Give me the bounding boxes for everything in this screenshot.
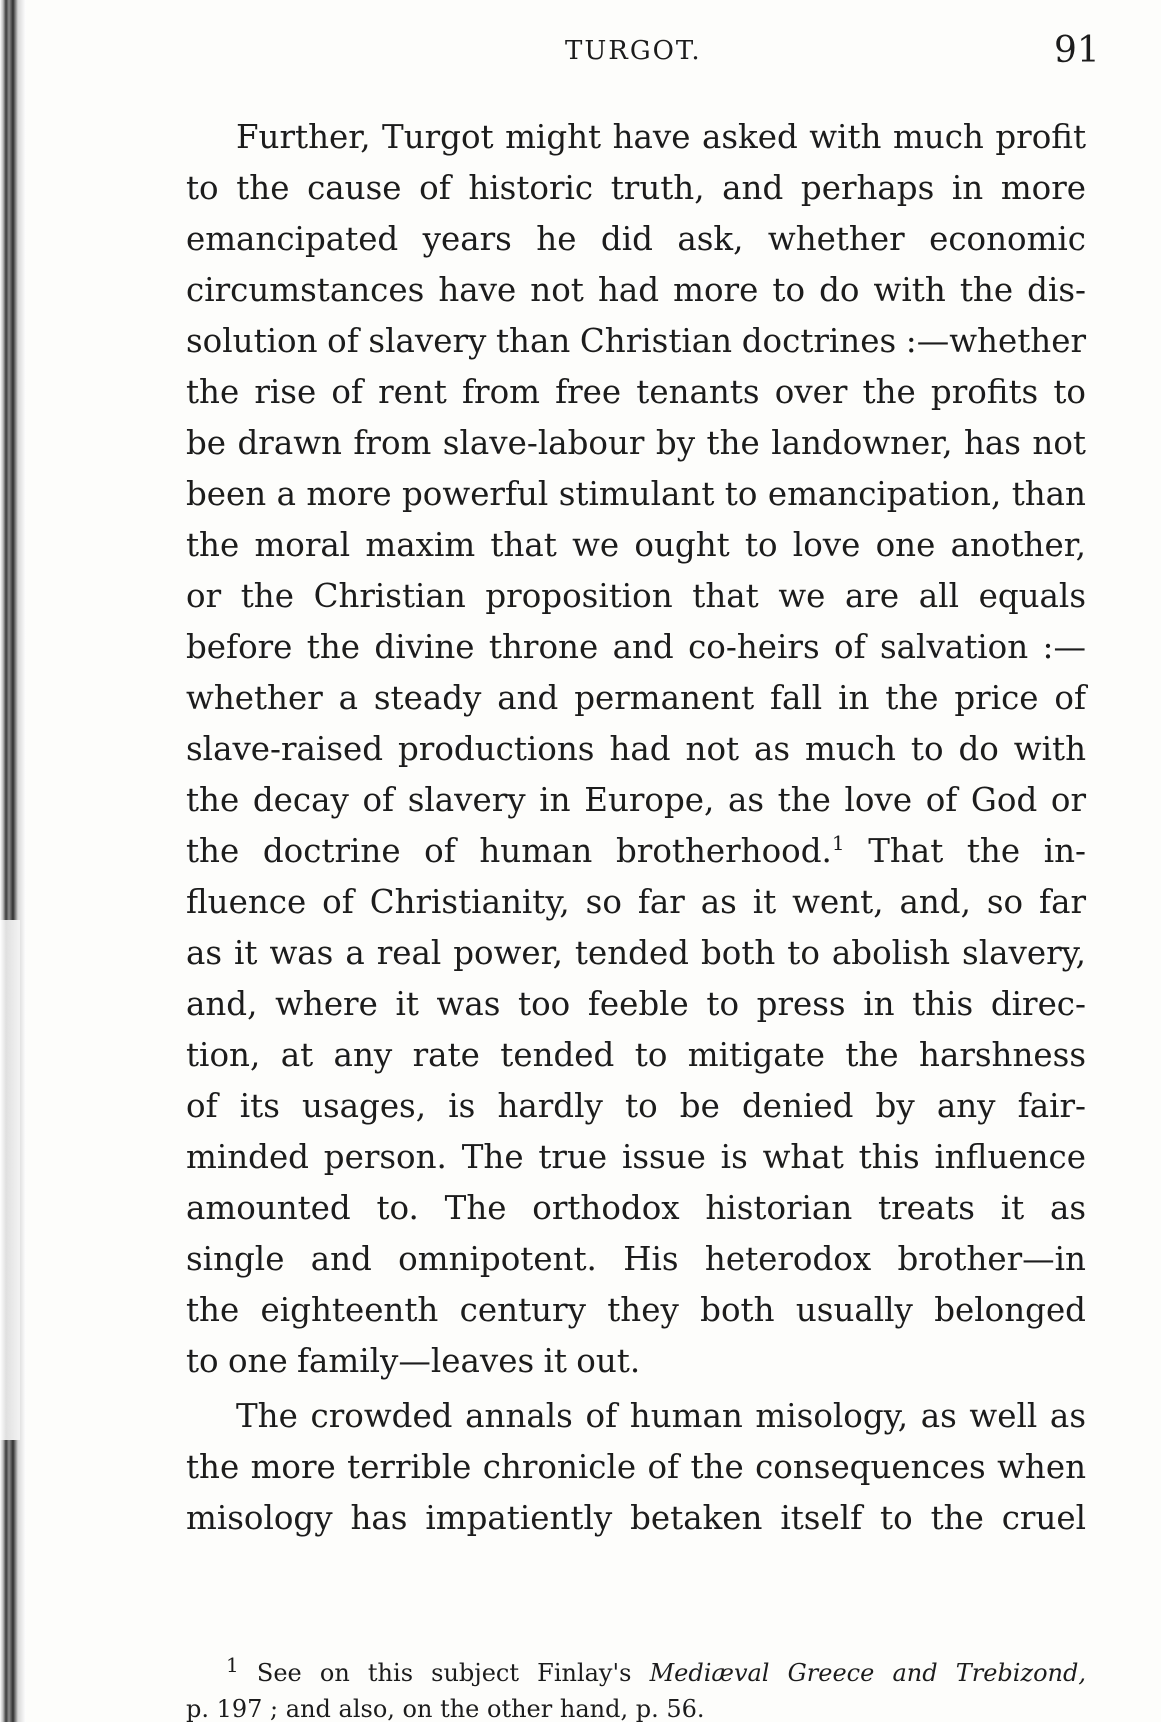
footnote-text: See on this subject Finlay's: [238, 1659, 650, 1687]
text-line: before the divine throne and co-heirs of salvation :—: [186, 628, 1086, 666]
text-line: or the Christian proposition that we are all equals: [186, 577, 1086, 615]
text-line: be drawn from slave-labour by the landowner, has not: [186, 424, 1086, 462]
footnote-reference: 1: [831, 831, 845, 856]
page-header: [0, 30, 1161, 80]
text-line: the more terrible chronicle of the consequences when: [186, 1448, 1086, 1486]
page-binding-shadow: [0, 0, 26, 1722]
text-line: tion, at any rate tended to mitigate the harshness: [186, 1036, 1086, 1074]
text-line: slave-raised productions had not as much to do with: [186, 730, 1086, 768]
text-line: minded person. The true issue is what this influence: [186, 1138, 1086, 1176]
paragraph-2: [186, 1391, 1086, 1544]
footnotes: [186, 1655, 1086, 1727]
text-line: to one family—leaves it out.: [186, 1342, 641, 1380]
text-line: misology has impatiently betaken itself to the cruel: [186, 1499, 1086, 1537]
text-line: single and omnipotent. His heterodox brother—in: [186, 1240, 1086, 1278]
text-line: of its usages, is hardly to be denied by any fair-: [186, 1087, 1086, 1125]
text-line: been a more powerful stimulant to emancipation, than: [186, 475, 1086, 513]
paragraph-1: [186, 112, 1086, 1387]
footnote-line: p. 197 ; and also, on the other hand, p. 56.: [186, 1695, 705, 1723]
body-text: [186, 112, 1086, 1544]
text-segment: That the in-: [844, 832, 1087, 870]
footnote-marker: 1: [226, 1653, 239, 1677]
text-line: as it was a real power, tended both to abolish slavery,: [186, 934, 1086, 972]
text-line: Further, Turgot might have asked with much profit: [236, 118, 1086, 156]
text-line: [186, 826, 1086, 877]
text-line: the decay of slavery in Europe, as the love of God or: [186, 781, 1086, 819]
text-segment: the doctrine of human brotherhood.: [186, 832, 832, 870]
text-line: the moral maxim that we ought to love one another,: [186, 526, 1086, 564]
page-number: 91: [1054, 30, 1100, 71]
footnote-line: [186, 1655, 1086, 1691]
text-line: solution of slavery than Christian doctrines :—whether: [186, 322, 1086, 360]
text-line: to the cause of historic truth, and perhaps in more: [186, 169, 1086, 207]
page-binding-highlight: [0, 920, 20, 1440]
text-line: circumstances have not had more to do with the dis-: [186, 271, 1086, 309]
text-line: amounted to. The orthodox historian treats it as: [186, 1189, 1086, 1227]
text-line: and, where it was too feeble to press in this direc-: [186, 985, 1086, 1023]
text-line: whether a steady and permanent fall in the price of: [186, 679, 1086, 717]
text-line: the rise of rent from free tenants over the profits to: [186, 373, 1086, 411]
text-line: The crowded annals of human misology, as well as: [236, 1397, 1086, 1435]
text-line: fluence of Christianity, so far as it went, and, so far: [186, 883, 1086, 921]
running-head: TURGOT.: [565, 36, 702, 66]
text-line: the eighteenth century they both usually belonged: [186, 1291, 1086, 1329]
text-line: emancipated years he did ask, whether economic: [186, 220, 1086, 258]
footnote-book-title: Mediæval Greece and Trebizond,: [649, 1659, 1086, 1687]
